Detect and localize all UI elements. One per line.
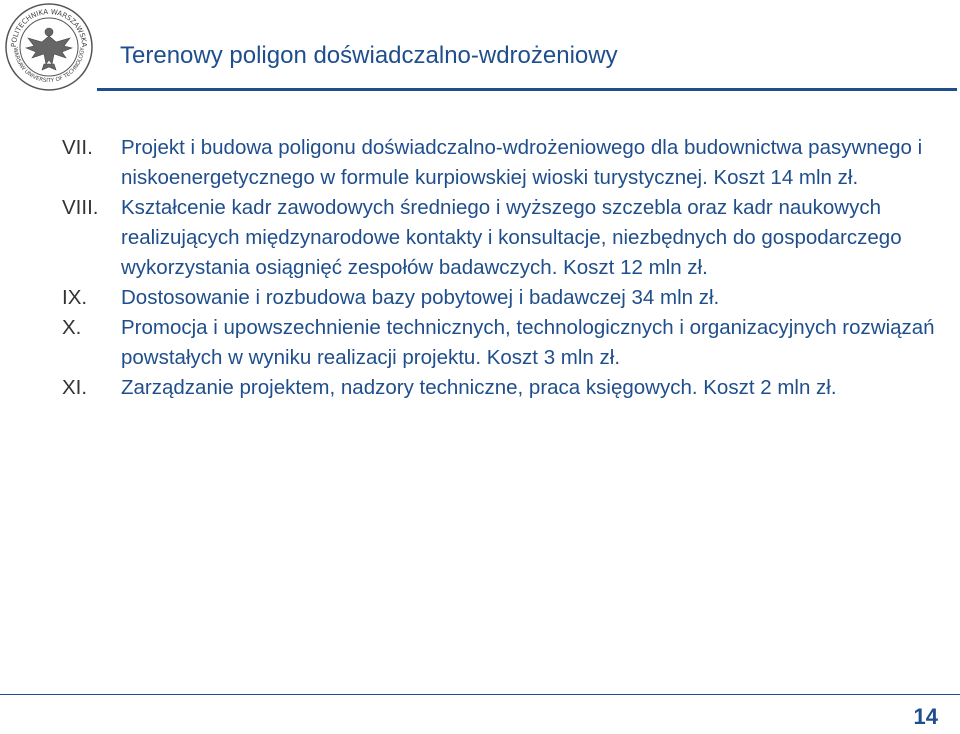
item-number: VIII. [62, 196, 99, 219]
item-text: Kształcenie kadr zawodowych średniego i wyższego szczebla oraz kadr naukowych realizujących międzynarodowe kontakty i konsultacje, niezbędnych do gospodarczego wykorzystania osiągnięć zespołów badawczych. Koszt 12 mln zł. [121, 196, 902, 279]
project-items-list [62, 133, 942, 403]
list-item [62, 133, 942, 193]
item-text: Dostosowanie i rozbudowa bazy pobytowej i badawczej 34 mln zł. [121, 286, 720, 309]
list-item [62, 193, 942, 283]
item-number: VII. [62, 136, 93, 159]
list-item [62, 373, 942, 403]
item-number: XI. [62, 376, 88, 399]
title-underline [97, 88, 957, 91]
item-number: X. [62, 316, 82, 339]
page-number: 14 [913, 704, 938, 729]
item-number: IX. [62, 286, 88, 309]
item-text: Projekt i budowa poligonu doświadczalno-wdrożeniowego dla budownictwa pasywnego i niskoenergetycznego w formule kurpiowskiej wioski turystycznej. Koszt 14 mln zł. [121, 136, 923, 189]
list-item [62, 283, 942, 313]
item-text: Promocja i upowszechnienie technicznych, technologicznych i organizacyjnych rozwiązań powstałych w wyniku realizacji projektu. Koszt 3 mln zł. [121, 316, 935, 369]
footer-divider [0, 694, 960, 695]
slide-title: Terenowy poligon doświadczalno-wdrożeniowy [120, 42, 618, 69]
logo-text-top: POLITECHNIKA WARSZAWSKA [9, 7, 89, 48]
list-item [62, 313, 942, 373]
logo-text-bottom: WARSAW UNIVERSITY OF TECHNOLOGY [11, 47, 87, 85]
university-seal-logo [4, 2, 94, 92]
item-text: Zarządzanie projektem, nadzory techniczne, praca księgowych. Koszt 2 mln zł. [121, 376, 837, 399]
